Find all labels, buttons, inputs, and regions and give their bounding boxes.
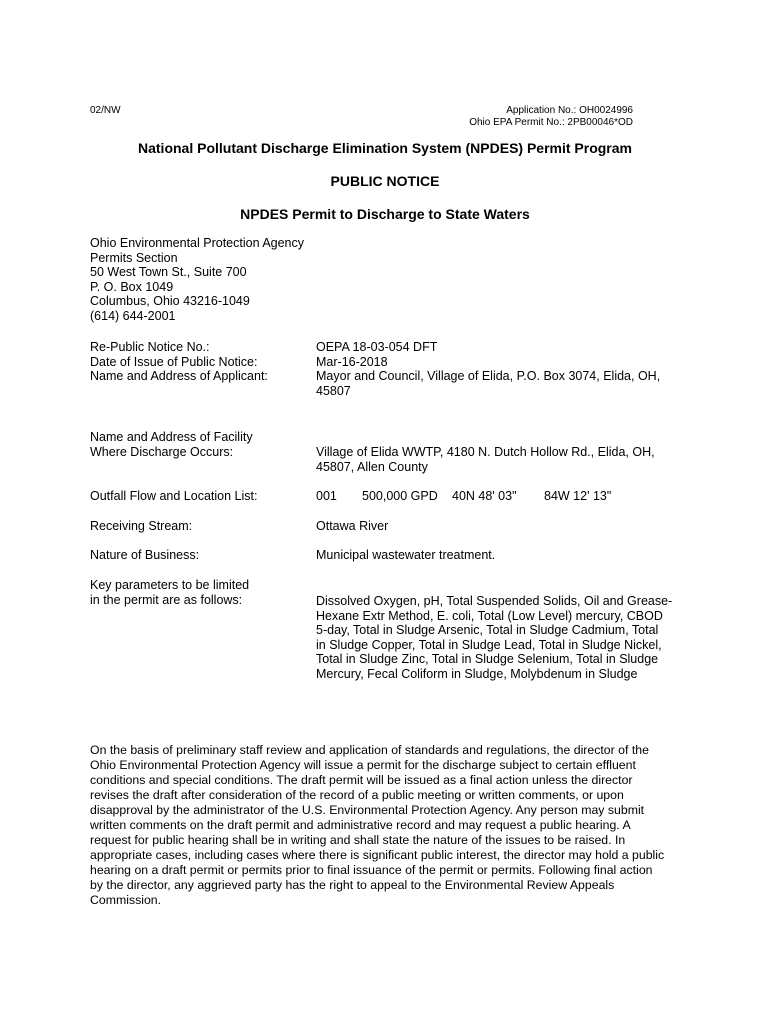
facility-value-line-1: Village of Elida WWTP, 4180 N. Dutch Hollow Rd., Elida, OH,	[316, 445, 655, 459]
paragraph-line: Commission.	[90, 893, 162, 907]
agency-name: Ohio Environmental Protection Agency	[90, 236, 305, 250]
notice-values	[316, 340, 676, 398]
receiving-stream-value: Ottawa River	[316, 519, 389, 533]
facility-value	[316, 445, 676, 474]
key-parameters-line: Mercury, Fecal Coliform in Sludge, Molybdenum in Sludge	[316, 666, 638, 681]
paragraph-line: hearing on a draft permit or permits prior to final issuance of the permit or permits. Following final action	[90, 863, 653, 877]
key-parameters-label-line-1: Key parameters to be limited	[90, 578, 250, 592]
agency-street: 50 West Town St., Suite 700	[90, 265, 247, 280]
facility-value-line-2: 45807, Allen County	[316, 459, 428, 474]
paragraph-line: written comments on the draft permit and administrative record and may request a public hearing. A	[90, 818, 631, 832]
paragraph-line: conditions and special conditions. The draft permit will be issued as a final action unless the director	[90, 773, 633, 787]
paragraph-line: Ohio Environmental Protection Agency will issue a permit for the discharge subject to certain effluent	[90, 758, 636, 772]
ohio-epa-permit-number: Ohio EPA Permit No.: 2PB00046*OD	[469, 117, 633, 128]
outfall-flow: 500,000 GPD	[362, 489, 438, 503]
paragraph-line: by the director, any aggrieved party has the right to appeal to the Environmental Review Appeals	[90, 878, 615, 892]
key-parameters-label	[90, 578, 249, 607]
facility-label-line-2: Where Discharge Occurs:	[90, 444, 234, 459]
paragraph-line: disapproval by the administrator of the U.S. Environmental Protection Agency. Any person may submit	[90, 803, 645, 817]
paragraph-line: On the basis of preliminary staff review and application of standards and regulations, the director of the	[90, 743, 649, 757]
issue-date-value: Mar-16-2018	[316, 354, 388, 369]
key-parameters-line: Dissolved Oxygen, pH, Total Suspended Solids, Oil and Grease-	[316, 594, 673, 608]
key-parameters-label-line-2: in the permit are as follows:	[90, 592, 243, 607]
agency-section: Permits Section	[90, 250, 178, 265]
agency-po-box: P. O. Box 1049	[90, 279, 174, 294]
key-parameters-line: 5-day, Total in Sludge Arsenic, Total in Sludge Cadmium, Total	[316, 623, 659, 638]
applicant-label: Name and Address of Applicant:	[90, 369, 268, 384]
key-parameters-line: in Sludge Copper, Total in Sludge Lead, Total in Sludge Nickel,	[316, 637, 662, 652]
applicant-value-line-1: Mayor and Council, Village of Elida, P.O. Box 3074, Elida, OH,	[316, 369, 661, 384]
key-parameters-line: Total in Sludge Zinc, Total in Sludge Selenium, Total in Sludge	[316, 652, 659, 667]
permit-identifiers	[469, 105, 633, 129]
applicant-value-line-2: 45807	[316, 383, 351, 398]
document-code: 02/NW	[90, 105, 121, 116]
public-notice-heading: PUBLIC NOTICE	[330, 173, 440, 189]
agency-address-block	[90, 236, 304, 324]
paragraph-line: appropriate cases, including cases where there is significant public interest, the director may hold a public	[90, 848, 665, 862]
outfall-latitude: 40N 48' 03"	[452, 489, 517, 503]
receiving-stream-label: Receiving Stream:	[90, 519, 193, 533]
key-parameters-list	[316, 594, 676, 682]
facility-label-line-1: Name and Address of Facility	[90, 430, 253, 444]
paragraph-line: request for public hearing shall be in writing and shall state the nature of the issues to be raised. In	[90, 833, 626, 847]
key-parameters-line: Hexane Extr Method, E. coli, Total (Low Level) mercury, CBOD	[316, 608, 663, 623]
outfall-longitude: 84W 12' 13"	[544, 489, 612, 503]
business-label: Nature of Business:	[90, 548, 200, 562]
application-number: Application No.: OH0024996	[506, 105, 633, 116]
outfall-number: 001	[316, 489, 337, 503]
notice-labels	[90, 340, 268, 384]
outfall-label: Outfall Flow and Location List:	[90, 489, 258, 503]
issue-date-label: Date of Issue of Public Notice:	[90, 354, 258, 369]
republic-notice-label: Re-Public Notice No.:	[90, 340, 210, 354]
business-value: Municipal wastewater treatment.	[316, 548, 496, 562]
agency-phone: (614) 644-2001	[90, 308, 176, 323]
permit-subtitle: NPDES Permit to Discharge to State Waters	[240, 206, 530, 222]
facility-label	[90, 430, 253, 459]
republic-notice-value: OEPA 18-03-054 DFT	[316, 340, 438, 354]
agency-city: Columbus, Ohio 43216-1049	[90, 294, 250, 309]
paragraph-line: revises the draft after consideration of the record of a public meeting or written comments, or upon	[90, 788, 624, 802]
notice-body-paragraph	[90, 743, 680, 908]
program-title: National Pollutant Discharge Elimination System (NPDES) Permit Program	[138, 140, 632, 156]
